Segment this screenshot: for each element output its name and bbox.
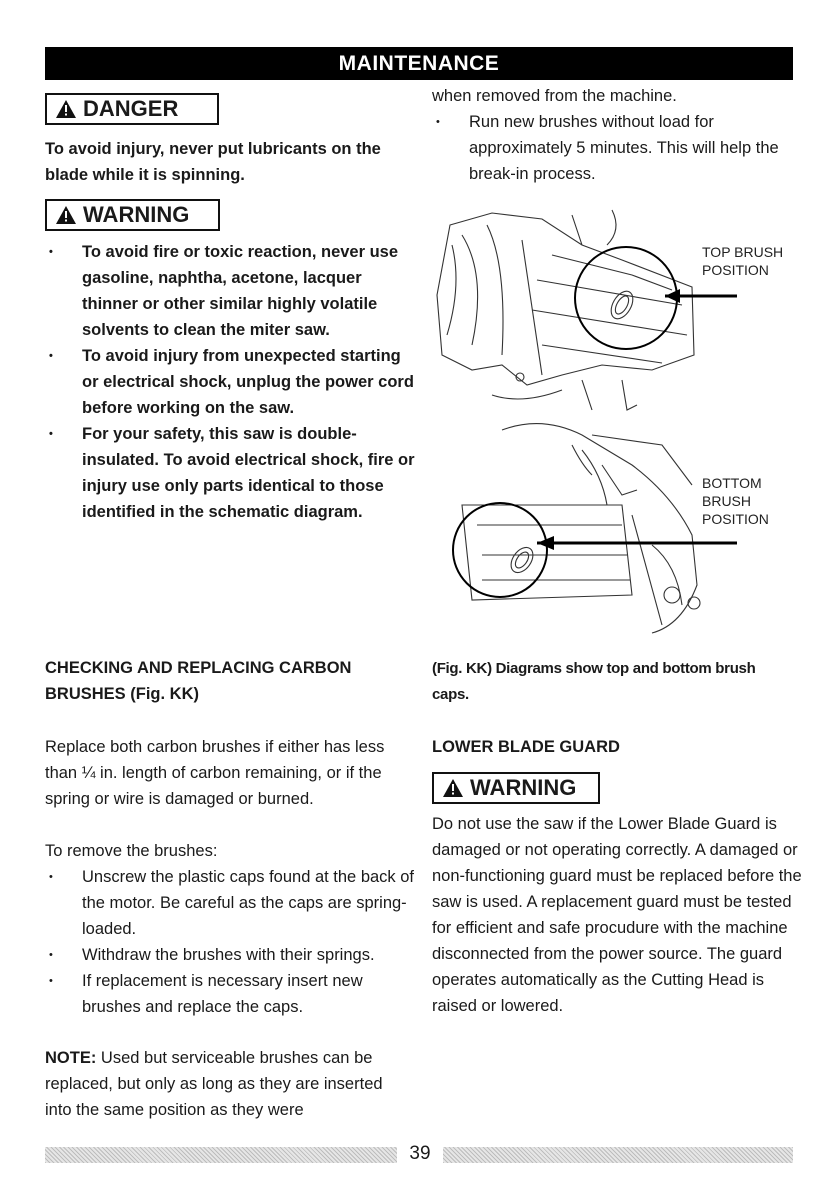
bottom-brush-label: [702, 474, 769, 528]
section-header: MAINTENANCE: [45, 47, 793, 80]
warning-triangle-icon: [442, 778, 464, 798]
saw-bottom-drawing: [462, 424, 700, 633]
guard-warning-badge: [432, 772, 600, 804]
saw-top-drawing: [437, 210, 694, 410]
bottom-label-line-1: BOTTOM: [702, 475, 762, 491]
list-item: • To avoid fire or toxic reaction, never use gasoline, naphtha, acetone, lacquer thinner or other similar highly volatile solvents to clean the miter saw.: [45, 239, 415, 343]
guard-heading: LOWER BLADE GUARD: [432, 738, 620, 756]
list-item: • For your safety, this saw is double-insulated. To avoid electrical shock, fire or injury use only parts identical to those identified in the schematic diagram.: [45, 421, 415, 525]
brushes-para-2: To remove the brushes:: [45, 842, 218, 860]
top-brush-label: [702, 243, 783, 279]
list-item: • If replacement is necessary insert new brushes and replace the caps.: [45, 968, 415, 1020]
bottom-label-line-2: BRUSH: [702, 493, 752, 509]
danger-label: DANGER: [83, 96, 179, 121]
list-item: • Run new brushes without load for approximately 5 minutes. This will help the break-in process.: [432, 109, 802, 187]
page-number: 39: [409, 1143, 431, 1164]
warning-triangle-icon: [55, 205, 77, 225]
warning-list: [45, 239, 415, 525]
list-item: • Withdraw the brushes with their springs.: [45, 942, 415, 968]
brushes-note: [45, 1045, 405, 1123]
footer-band-left: [45, 1147, 397, 1163]
danger-text: To avoid injury, never put lubricants on the blade while it is spinning.: [45, 140, 381, 184]
brushes-para-1: Replace both carbon brushes if either has less than ¼ in. length of carbon remaining, or if the spring or wire is damaged or burned.: [45, 738, 385, 808]
warning-label: WARNING: [83, 202, 190, 227]
guard-warning-label: WARNING: [470, 775, 577, 800]
note-label: NOTE:: [45, 1049, 97, 1067]
top-brush-circle: [575, 247, 677, 349]
continued-text: when removed from the machine.: [432, 87, 677, 105]
brushes-heading: CHECKING AND REPLACING CARBON BRUSHES (Fig. KK): [45, 659, 352, 703]
list-item: • To avoid injury from unexpected starting or electrical shock, unplug the power cord before working on the saw.: [45, 343, 415, 421]
top-brush-arrowhead: [665, 289, 680, 303]
warning-badge: [45, 199, 220, 231]
bottom-label-line-3: POSITION: [702, 511, 769, 527]
top-label-line-2: POSITION: [702, 262, 769, 278]
danger-badge: [45, 93, 219, 125]
guard-text: Do not use the saw if the Lower Blade Guard is damaged or not operating correctly. A damaged or non-functioning guard must be replaced before the saw is used. A replacement guard must be tested for efficient and safe procudure with the machine disconnected from the power source. The guard operates automatically as the Cutting Head is raised or lowered.: [432, 815, 802, 1015]
break-in-list: [432, 109, 802, 187]
brushes-list: [45, 864, 415, 1020]
warning-triangle-icon: [55, 99, 77, 119]
top-label-line-1: TOP BRUSH: [702, 244, 784, 260]
note-text: Used but serviceable brushes can be replaced, but only as long as they are inserted into the same position as they were: [45, 1049, 383, 1119]
footer-band-right: [443, 1147, 793, 1163]
list-item: • Unscrew the plastic caps found at the back of the motor. Be careful as the caps are spring-loaded.: [45, 864, 415, 942]
figure-caption: (Fig. KK) Diagrams show top and bottom brush caps.: [432, 660, 756, 703]
